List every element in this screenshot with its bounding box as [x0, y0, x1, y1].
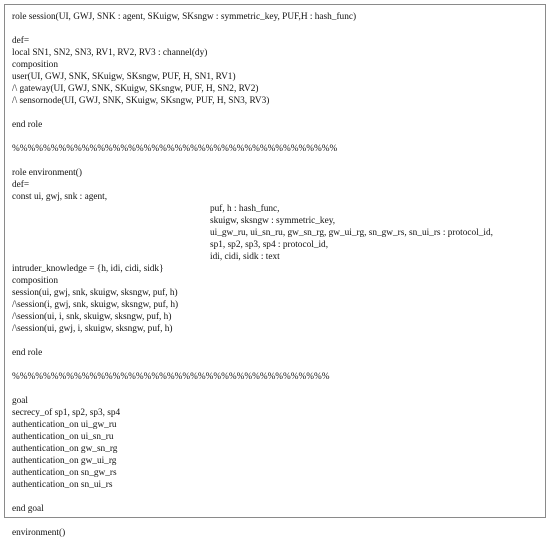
code-line: [12, 359, 493, 371]
code-line: [12, 491, 493, 503]
code-line: authentication_on ui_gw_ru: [12, 420, 117, 430]
hlpsl-code-listing: [12, 11, 493, 539]
code-line: skuigw, sksngw : symmetric_key,: [210, 216, 336, 226]
code-line: /\ sensornode(UI, GWJ, SNK, SKuigw, SKsngw, PUF, H, SN3, RV3): [12, 96, 270, 106]
code-line: /\session(ui, i, snk, skuigw, sksngw, puf, h): [12, 312, 172, 322]
code-line: composition: [12, 276, 58, 286]
code-line: %%%%%%%%%%%%%%%%%%%%%%%%%%%%%%%%%%%%%%%%%%: [12, 144, 338, 154]
code-line: end goal: [12, 504, 44, 514]
code-listing-frame: [4, 4, 546, 538]
code-line: composition: [12, 60, 58, 70]
code-line: [12, 23, 493, 35]
code-line: [12, 107, 493, 119]
code-line: end role: [12, 348, 43, 358]
code-line: local SN1, SN2, SN3, RV1, RV2, RV3 : channel(dy): [12, 48, 208, 58]
code-line: [12, 155, 493, 167]
code-line: authentication_on sn_ui_rs: [12, 480, 113, 490]
code-line: /\session(i, gwj, snk, skuigw, sksngw, puf, h): [12, 300, 179, 310]
code-line: %%%%%%%%%%%%%%%%%%%%%%%%%%%%%%%%%%%%%%%%%: [12, 372, 330, 382]
code-line: authentication_on sn_gw_rs: [12, 468, 117, 478]
code-line: session(ui, gwj, snk, skuigw, sksngw, puf, h): [12, 288, 178, 298]
code-line: authentication_on ui_sn_ru: [12, 432, 114, 442]
code-line: def=: [12, 180, 30, 190]
code-line: user(UI, GWJ, SNK, SKuigw, SKsngw, PUF, H, SN1, RV1): [12, 72, 236, 82]
code-line: /\session(ui, gwj, i, skuigw, sksngw, puf, h): [12, 324, 173, 334]
code-line: ui_gw_ru, ui_sn_ru, gw_sn_rg, gw_ui_rg, sn_gw_rs, sn_ui_rs : protocol_id,: [210, 228, 493, 238]
code-line: end role: [12, 120, 43, 130]
code-line: sp1, sp2, sp3, sp4 : protocol_id,: [210, 240, 329, 250]
code-line: environment(): [12, 528, 66, 538]
code-line: def=: [12, 36, 30, 46]
code-line: [12, 515, 493, 527]
code-line: intruder_knowledge = {h, idi, cidi, sidk}: [12, 264, 164, 274]
code-line: secrecy_of sp1, sp2, sp3, sp4: [12, 408, 121, 418]
code-line: [12, 383, 493, 395]
code-line: puf, h : hash_func,: [210, 204, 280, 214]
code-line: authentication_on gw_ui_rg: [12, 456, 117, 466]
code-line: authentication_on gw_sn_rg: [12, 444, 118, 454]
code-line: idi, cidi, sidk : text: [210, 252, 280, 262]
code-line: goal: [12, 396, 29, 406]
code-line: [12, 335, 493, 347]
code-line: [12, 131, 493, 143]
code-line: const ui, gwj, snk : agent,: [12, 192, 108, 202]
code-line: role session(UI, GWJ, SNK : agent, SKuigw, SKsngw : symmetric_key, PUF,H : hash_func): [12, 12, 357, 22]
code-line: /\ gateway(UI, GWJ, SNK, SKuigw, SKsngw, PUF, H, SN2, RV2): [12, 84, 259, 94]
code-line: role environment(): [12, 168, 82, 178]
